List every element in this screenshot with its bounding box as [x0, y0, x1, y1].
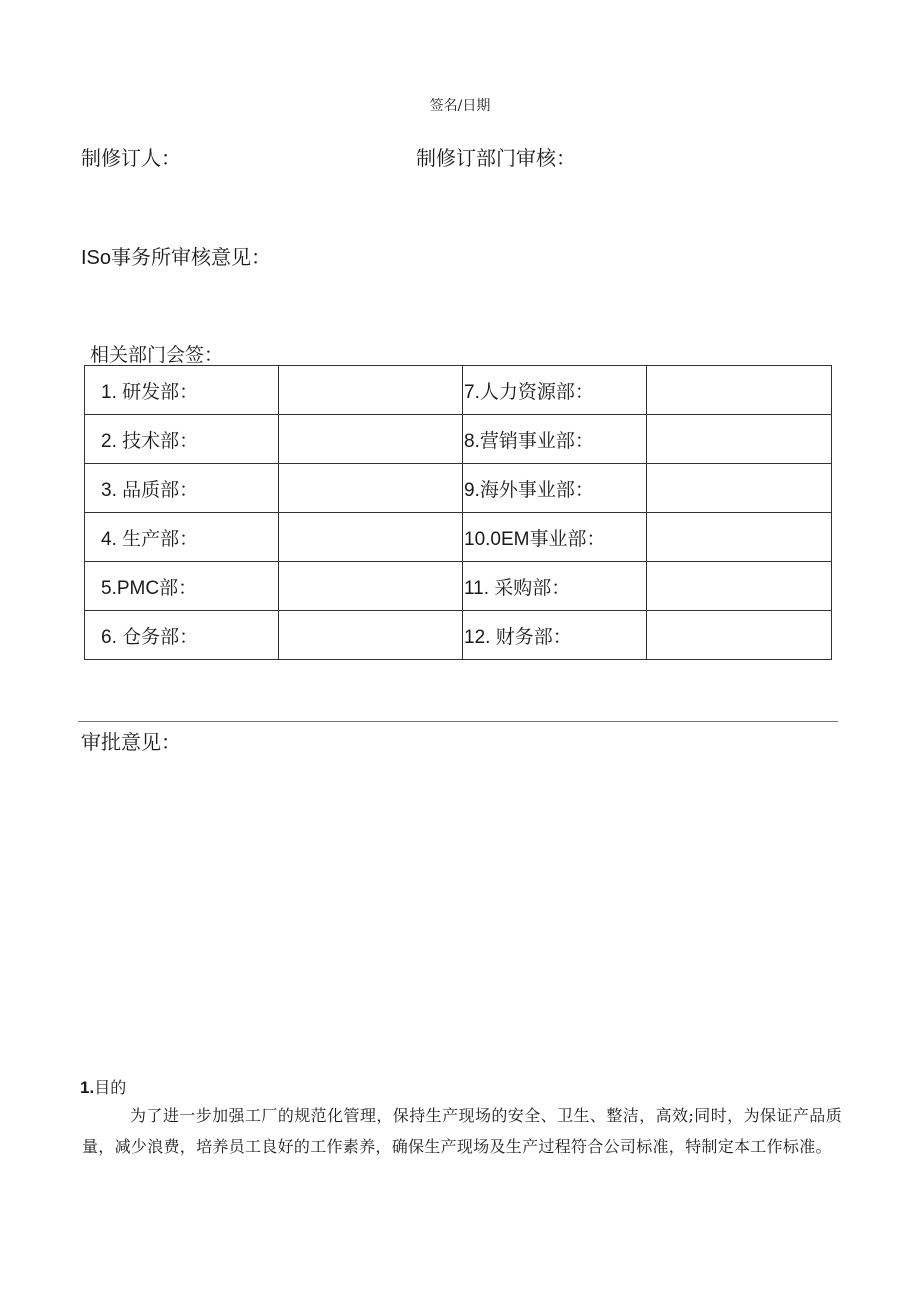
reviser-label: 制修订人： — [81, 148, 181, 170]
table-row — [85, 366, 832, 415]
signature-cell[interactable] — [279, 366, 463, 415]
signature-cell[interactable] — [279, 415, 463, 464]
iso-review-label: ISo事务所审核意见： — [81, 247, 272, 269]
dept-label-cell: 12. 财务部： — [463, 611, 647, 660]
table-row — [85, 464, 832, 513]
dept-label-cell: 10.0EM事业部： — [463, 513, 647, 562]
table-row — [85, 611, 832, 660]
dept-label-cell: 5.PMC部： — [85, 562, 279, 611]
section-title: 目的 — [94, 1078, 127, 1097]
signature-cell[interactable] — [279, 562, 463, 611]
dept-label-cell: 7.人力资源部： — [463, 366, 647, 415]
dept-label-cell: 4. 生产部： — [85, 513, 279, 562]
signature-cell[interactable] — [647, 562, 832, 611]
signature-cell[interactable] — [279, 464, 463, 513]
table-row — [85, 513, 832, 562]
dept-label-cell: 1. 研发部： — [85, 366, 279, 415]
section-divider — [78, 721, 838, 722]
dept-label-cell: 3. 品质部： — [85, 464, 279, 513]
signature-cell[interactable] — [647, 366, 832, 415]
dept-label-cell: 9.海外事业部： — [463, 464, 647, 513]
signature-cell[interactable] — [279, 611, 463, 660]
signature-cell[interactable] — [647, 464, 832, 513]
section-heading — [80, 1075, 126, 1098]
signature-cell[interactable] — [647, 513, 832, 562]
reviser-dept-review-label: 制修订部门审核： — [416, 148, 576, 170]
table-row — [85, 415, 832, 464]
section-body-paragraph: 为了进一步加强工厂的规范化管理，保持生产现场的安全、卫生、整洁，高效;同时，为保证产品质量，减少浪费，培养员工良好的工作素养，确保生产现场及生产过程符合公司标准，特制定本工作标准。 — [82, 1106, 842, 1156]
table-row — [85, 562, 832, 611]
dept-label-cell: 11. 采购部： — [463, 562, 647, 611]
signature-date-header: 签名/日期 — [429, 98, 491, 114]
dept-label-cell: 8.营销事业部： — [463, 415, 647, 464]
dept-label-cell: 6. 仓务部： — [85, 611, 279, 660]
section-number: 1. — [80, 1078, 95, 1097]
approval-label: 审批意见： — [81, 732, 181, 754]
signature-cell[interactable] — [279, 513, 463, 562]
dept-label-cell: 2. 技术部： — [85, 415, 279, 464]
cosign-table — [84, 365, 832, 660]
signature-cell[interactable] — [647, 611, 832, 660]
cosign-title: 相关部门会签： — [90, 345, 224, 366]
signature-cell[interactable] — [647, 415, 832, 464]
